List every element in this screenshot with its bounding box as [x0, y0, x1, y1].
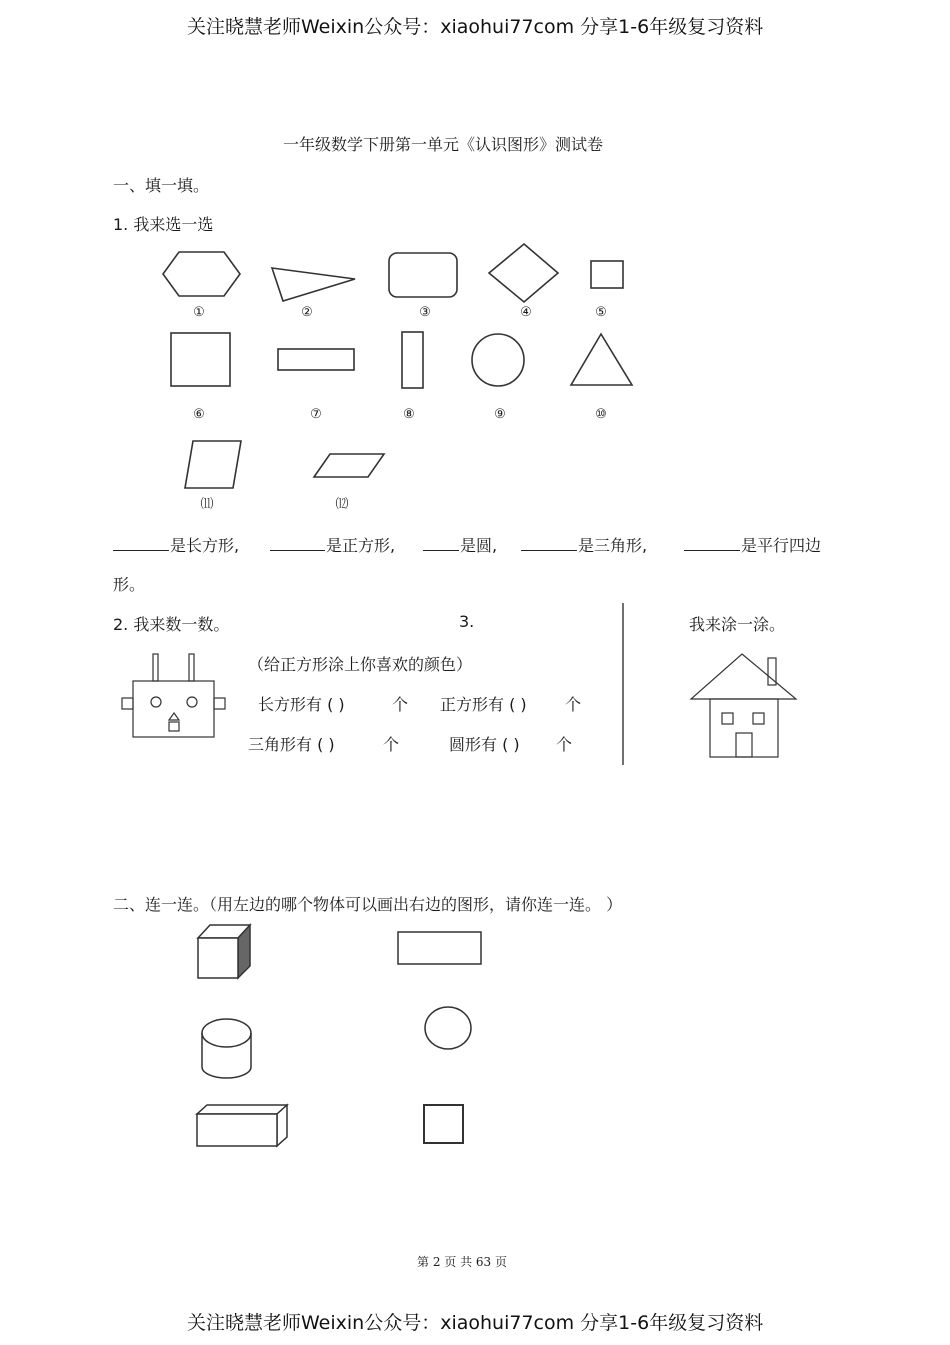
shape-label: ② [301, 305, 313, 320]
answer-blank[interactable] [270, 536, 325, 551]
q2-instruction: （给正方形涂上你喜欢的颜色） [248, 655, 473, 674]
shape-square [171, 333, 230, 386]
count-unit: 个 [383, 735, 400, 754]
fill-rectangle: 是长方形, [113, 533, 239, 556]
shape-rhombus [489, 244, 558, 302]
section1-heading: 一、填一填。 [113, 176, 210, 195]
count-unit: 个 [565, 695, 582, 714]
shape-label: ⑩ [595, 407, 607, 422]
page-footer: 第 2 页 共 63 页 [417, 1255, 507, 1269]
section2-heading: 二、连一连。（用左边的哪个物体可以画出右边的图形，请你连一连。 ） [113, 895, 623, 914]
shape-label: ⑧ [403, 407, 415, 422]
answer-blank[interactable] [521, 536, 577, 551]
cuboid-object [197, 1105, 287, 1146]
shape-label: ⑥ [193, 407, 205, 422]
answer-blank[interactable] [684, 536, 740, 551]
q1-label: 1. 我来选一选 [113, 215, 214, 234]
target-circle [425, 1007, 471, 1049]
fill-triangle: 是三角形, [521, 533, 647, 556]
cylinder-object [202, 1019, 251, 1078]
q3-title: 我来涂一涂。 [689, 615, 786, 634]
shape-label: ⑦ [310, 407, 322, 422]
shape-label: ① [193, 305, 205, 320]
q2-label: 2. 我来数一数。 [113, 615, 230, 634]
count-unit: 个 [392, 695, 409, 714]
answer-blank[interactable] [113, 536, 169, 551]
bottom-banner: 关注晓慧老师Weixin公众号：xiaohui77com 分享1-6年级复习资料 [187, 1312, 764, 1334]
square-count: 正方形有 ( ) [440, 695, 527, 714]
shape-label: ③ [419, 305, 431, 320]
shape-circle [472, 334, 524, 386]
shape-label: ⑿ [335, 497, 349, 512]
target-rectangle [398, 932, 481, 964]
shape-parallelogram-tall [185, 441, 241, 488]
circle-count: 圆形有 ( ) [449, 735, 520, 754]
triangle-count: 三角形有 ( ) [248, 735, 335, 754]
house-figure [691, 654, 796, 757]
shape-tall-rectangle [402, 332, 423, 388]
cube-object [198, 925, 250, 978]
top-banner: 关注晓慧老师Weixin公众号：xiaohui77com 分享1-6年级复习资料 [187, 16, 764, 38]
rect-count: 长方形有 ( ) [258, 695, 345, 714]
fill-parallelogram: 是平行四边 [684, 533, 821, 556]
shape-parallelogram-flat [314, 454, 384, 477]
target-square [424, 1105, 463, 1143]
shape-small-square [591, 261, 623, 288]
shape-label: ⑤ [595, 305, 607, 320]
shape-obtuse-triangle [272, 268, 355, 301]
shape-hexagon [163, 252, 240, 296]
fill-tail: 形。 [113, 575, 146, 594]
shape-wide-rectangle [278, 349, 354, 370]
shape-label: ⑨ [494, 407, 506, 422]
q3-number: 3. [459, 612, 475, 631]
shape-label: ④ [520, 305, 532, 320]
count-unit: 个 [556, 735, 573, 754]
page-title: 一年级数学下册第一单元《认识图形》测试卷 [283, 135, 604, 154]
robot-figure [122, 654, 225, 737]
fill-circle: 是圆, [423, 533, 497, 556]
shape-triangle [571, 334, 632, 385]
shape-label: ⑾ [200, 497, 214, 512]
shape-rounded-rectangle [389, 253, 457, 297]
fill-square: 是正方形, [270, 533, 395, 556]
answer-blank[interactable] [423, 536, 459, 551]
